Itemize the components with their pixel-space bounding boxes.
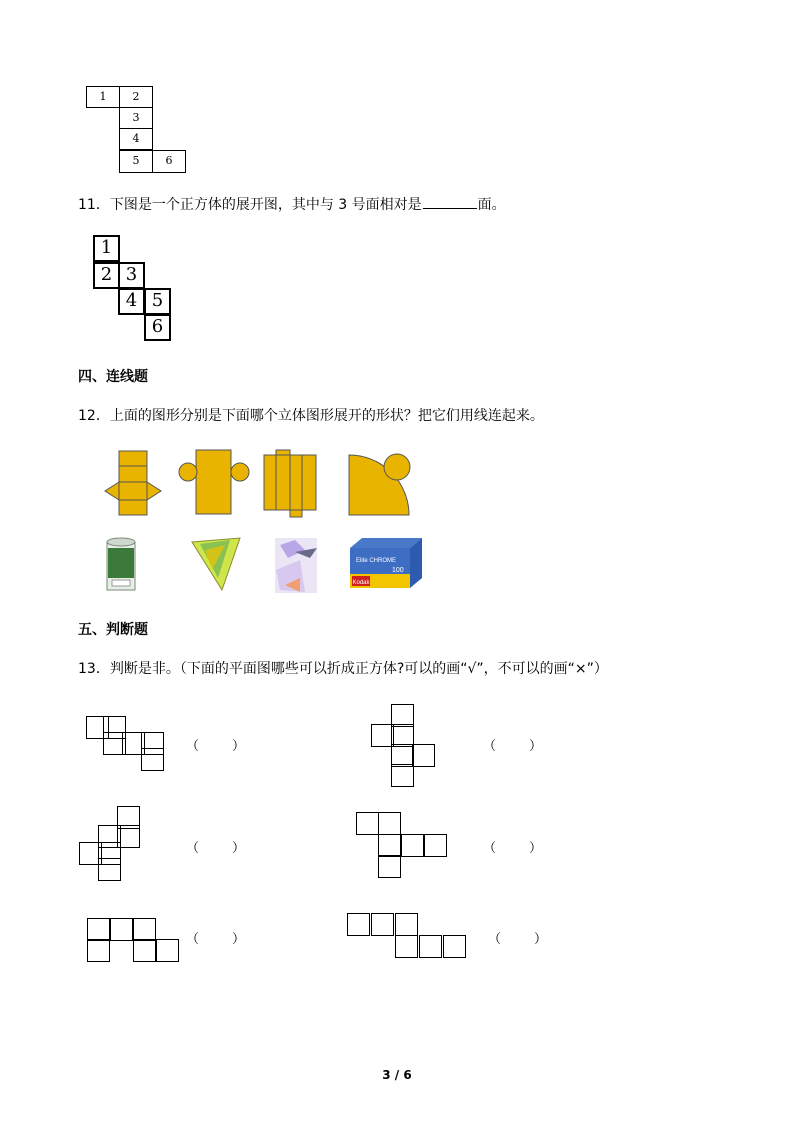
paint-can[interactable]	[107, 538, 135, 590]
solids-row	[100, 530, 430, 598]
question-text: 下图是一个正方体的展开图，其中与 3 号面相对是	[109, 197, 422, 213]
cone-object[interactable]	[192, 538, 240, 590]
question-text-end: 面。	[477, 197, 506, 213]
answer-paren[interactable]: （ ）	[186, 739, 246, 754]
net-cell: 4	[119, 128, 153, 150]
answer-paren[interactable]: （ ）	[483, 739, 543, 754]
question-number: 12．	[78, 408, 110, 424]
net-cell: 3	[118, 262, 145, 289]
net-cell: 6	[144, 314, 171, 341]
section-title: 四、连线题	[78, 369, 148, 385]
film-brand: Kodak	[352, 580, 370, 586]
net-cell: 1	[86, 86, 120, 108]
answer-paren[interactable]: （ ）	[488, 932, 548, 947]
answer-paren[interactable]: （ ）	[483, 841, 543, 856]
question-13	[78, 661, 608, 677]
film-number: 100	[392, 567, 404, 574]
film-line: Elite CHROME	[356, 558, 397, 564]
net-cell: 5	[144, 288, 171, 315]
question-number: 11．	[78, 197, 110, 213]
cylinder-net[interactable]	[179, 450, 249, 514]
answer-blank[interactable]	[423, 196, 477, 209]
net-cell: 6	[152, 150, 186, 173]
cone-net[interactable]	[349, 454, 410, 515]
section-title: 五、判断题	[78, 622, 148, 638]
net-cell: 1	[93, 235, 120, 262]
net-cell: 2	[93, 262, 120, 289]
net-cell: 3	[119, 107, 153, 129]
cuboid-object[interactable]	[275, 538, 317, 593]
answer-paren[interactable]: （ ）	[186, 841, 246, 856]
net-cell: 2	[119, 86, 153, 108]
page-number: 3 / 6	[382, 1068, 412, 1082]
question-11	[78, 196, 506, 213]
net-cell: 4	[118, 288, 145, 315]
film-box[interactable]	[350, 538, 422, 588]
question-text: 判断是非。（下面的平面图哪些可以折成正方体?可以的画“√”，不可以的画“×”）	[109, 661, 608, 677]
answer-paren[interactable]: （ ）	[186, 932, 246, 947]
net-cell: 5	[119, 150, 153, 173]
cuboid-net[interactable]	[264, 450, 316, 517]
triangular-prism-net[interactable]	[105, 451, 161, 515]
question-12	[78, 408, 544, 424]
question-text: 上面的图形分别是下面哪个立体图形展开的形状？把它们用线连起来。	[109, 408, 544, 424]
net-shapes-row	[100, 445, 420, 525]
question-number: 13．	[78, 661, 110, 677]
